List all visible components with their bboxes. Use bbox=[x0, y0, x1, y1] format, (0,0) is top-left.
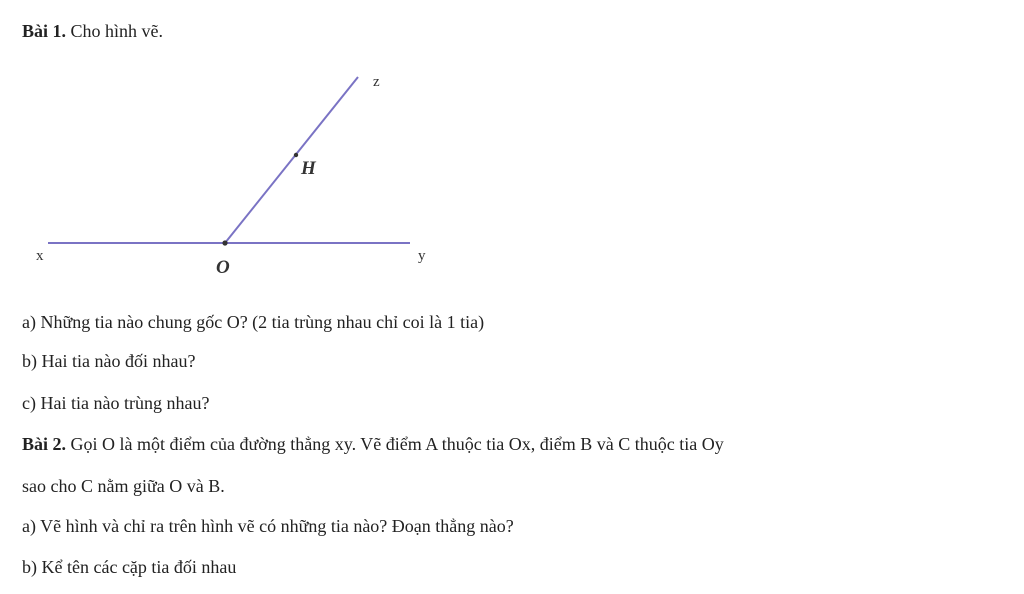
problem1-title: Bài 1. bbox=[22, 21, 67, 41]
problem2-question-a: a) Vẽ hình và chỉ ra trên hình vẽ có những tia nào? Đoạn thẳng nào? bbox=[22, 516, 514, 536]
label-h: H bbox=[301, 158, 316, 179]
label-z: z bbox=[373, 74, 380, 90]
label-x: x bbox=[36, 248, 44, 264]
point-h bbox=[294, 153, 298, 157]
ray-oz bbox=[225, 77, 358, 243]
problem2-statement-line1: Gọi O là một điểm của đường thẳng xy. Vẽ điểm A thuộc tia Ox, điểm B và C thuộc tia Oy bbox=[70, 434, 724, 454]
label-o: O bbox=[216, 257, 230, 278]
label-y: y bbox=[418, 248, 426, 264]
problem1-intro: Cho hình vẽ. bbox=[70, 21, 164, 41]
problem2-title: Bài 2. bbox=[22, 434, 67, 454]
problem2-statement-line2: sao cho C nằm giữa O và B. bbox=[22, 476, 225, 496]
problem1-question-b: b) Hai tia nào đối nhau? bbox=[22, 351, 196, 371]
point-o bbox=[222, 240, 227, 245]
problem1-question-c: c) Hai tia nào trùng nhau? bbox=[22, 393, 210, 413]
problem2-question-b: b) Kể tên các cặp tia đối nhau bbox=[22, 557, 237, 577]
problem2-statement bbox=[22, 433, 724, 455]
problem1-question-a: a) Những tia nào chung gốc O? (2 tia trùng nhau chỉ coi là 1 tia) bbox=[22, 312, 485, 332]
